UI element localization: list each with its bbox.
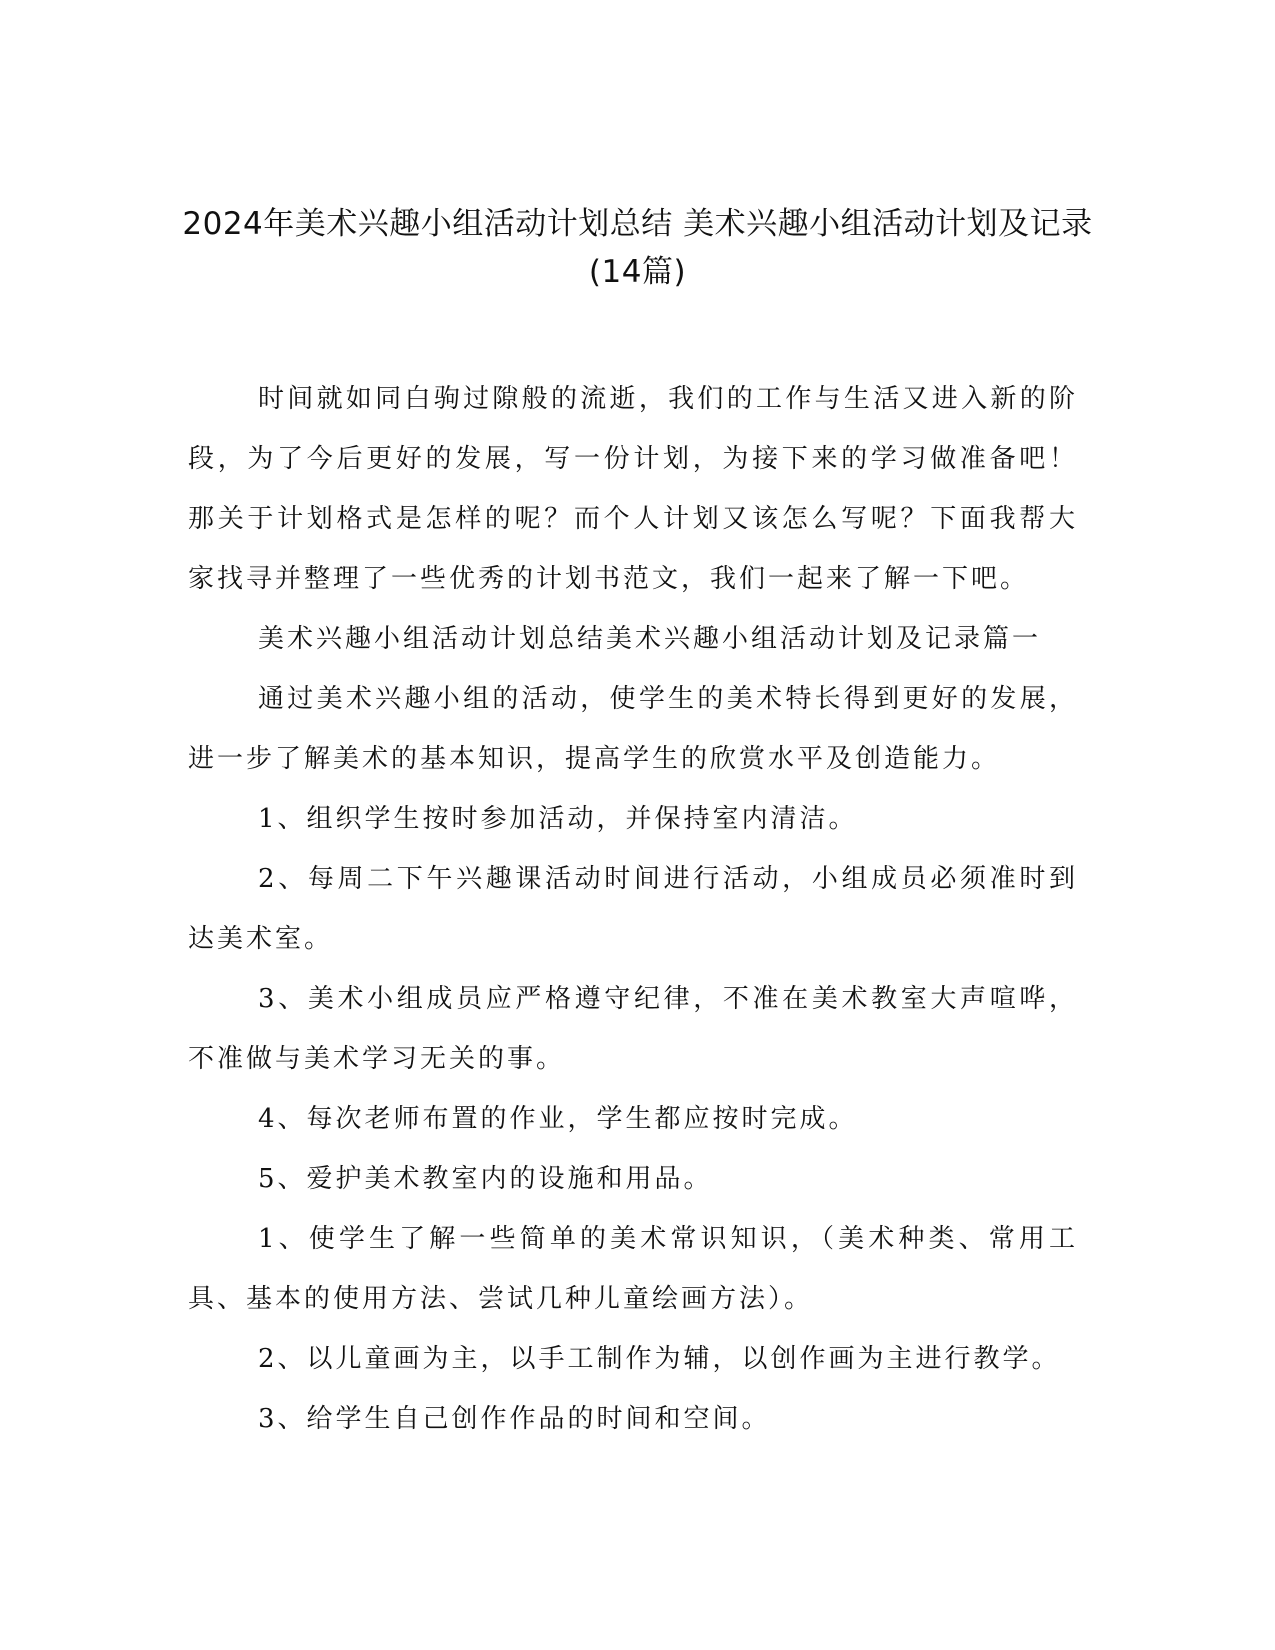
rule-item-4: 4、每次老师布置的作业，学生都应按时完成。: [258, 1104, 858, 1134]
document-title: 2024年美术兴趣小组活动计划总结 美术兴趣小组活动计划及记录(14篇): [182, 206, 1093, 290]
goal-item-2: 2、以儿童画为主，以手工制作为辅，以创作画为主进行教学。: [258, 1344, 1061, 1374]
goal-item-3: 3、给学生自己创作作品的时间和空间。: [258, 1404, 771, 1434]
rule-item-1: 1、组织学生按时参加活动，并保持室内清洁。: [258, 804, 858, 834]
purpose-paragraph: 通过美术兴趣小组的活动，使学生的美术特长得到更好的发展，进一步了解美术的基本知识，提高学生的欣赏水平及创造能力。: [188, 684, 1078, 774]
rule-item-3: 3、美术小组成员应严格遵守纪律，不准在美术教室大声喧哗，不准做与美术学习无关的事。: [188, 984, 1078, 1074]
rule-item-2: 2、每周二下午兴趣课活动时间进行活动，小组成员必须准时到达美术室。: [188, 864, 1078, 954]
goal-item-1: 1、使学生了解一些简单的美术常识知识，（美术种类、常用工具、基本的使用方法、尝试几种儿童绘画方法）。: [188, 1224, 1078, 1314]
rule-item-5: 5、爱护美术教室内的设施和用品。: [258, 1164, 713, 1194]
intro-paragraph: 时间就如同白驹过隙般的流逝，我们的工作与生活又进入新的阶段，为了今后更好的发展，写一份计划，为接下来的学习做准备吧！那关于计划格式是怎样的呢？而个人计划又该怎么写呢？下面我帮大家找寻并整理了一些优秀的计划书范文，我们一起来了解一下吧。: [188, 384, 1078, 594]
section-heading: 美术兴趣小组活动计划总结美术兴趣小组活动计划及记录篇一: [258, 624, 1042, 654]
document-body: [188, 369, 1078, 1449]
